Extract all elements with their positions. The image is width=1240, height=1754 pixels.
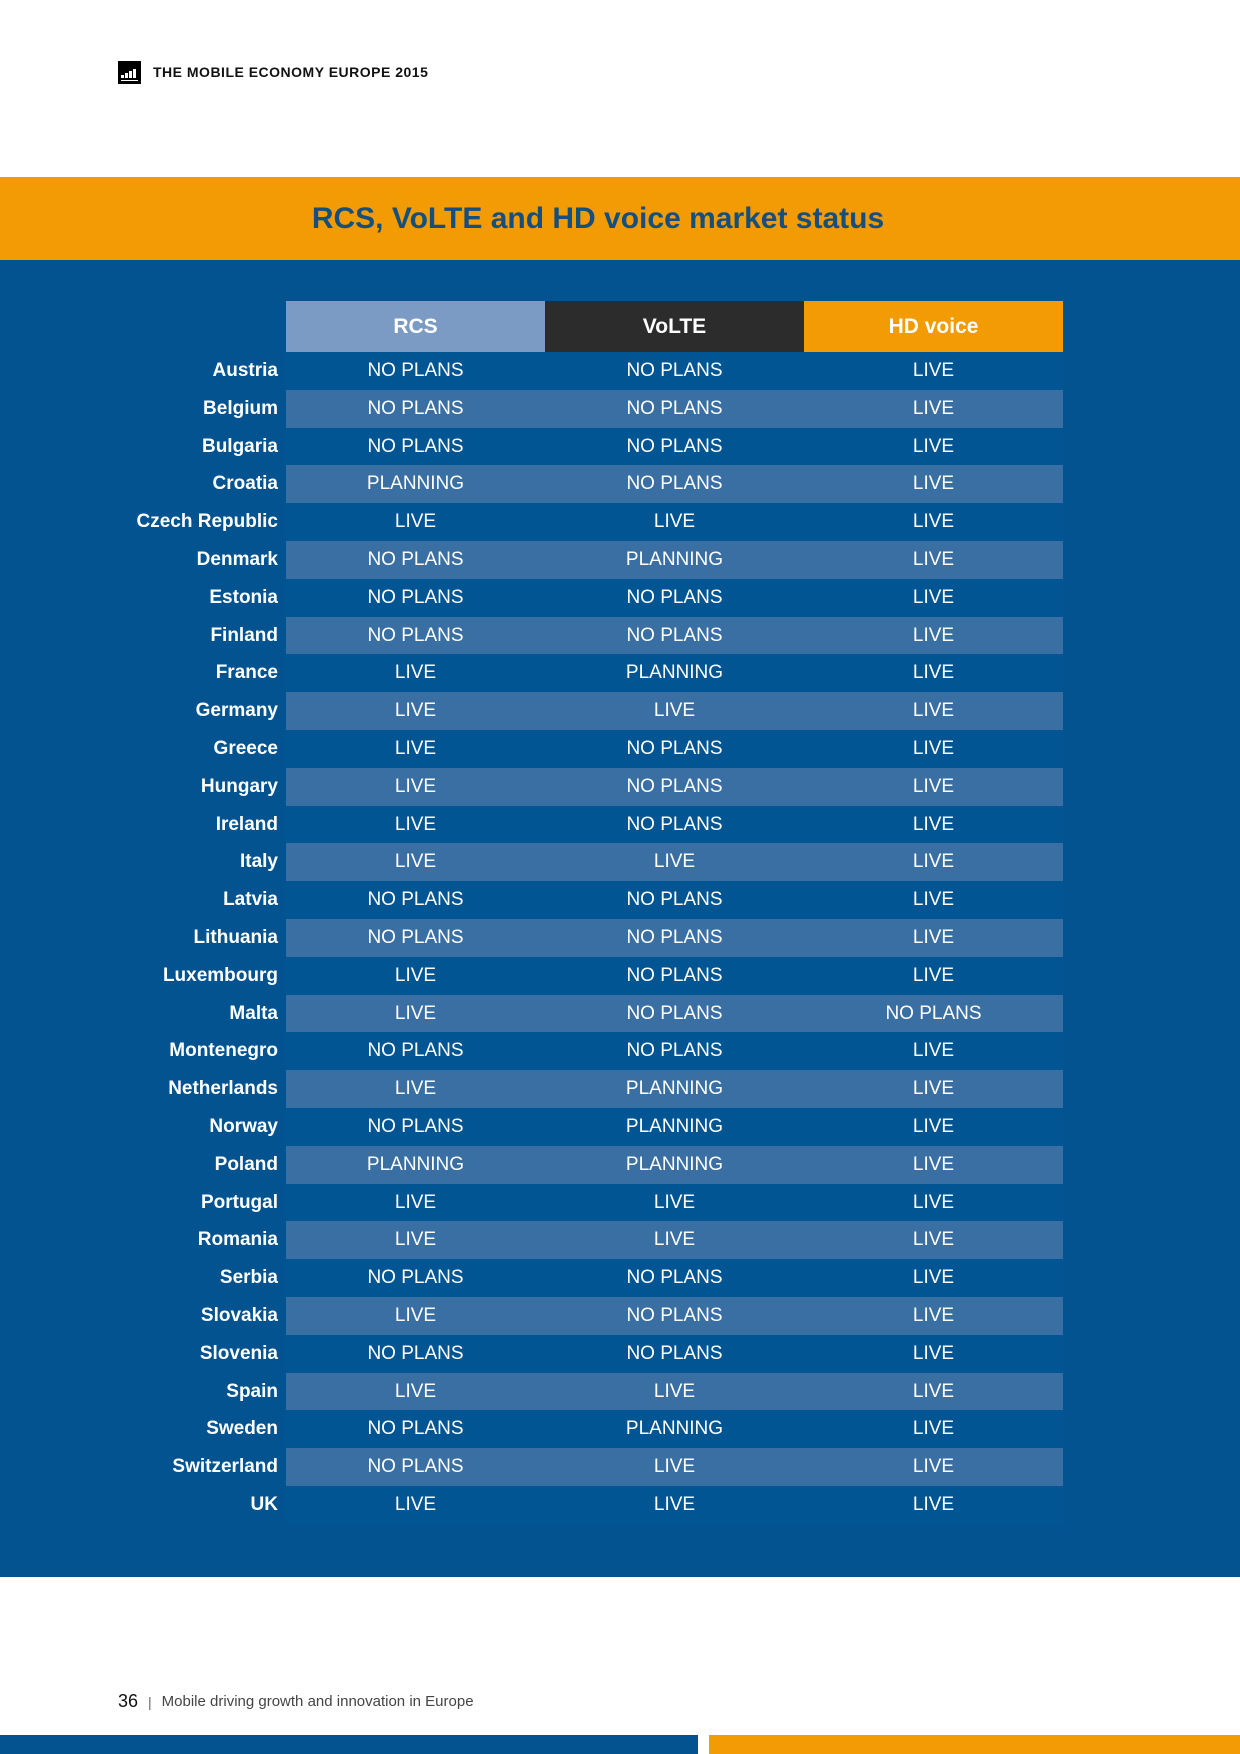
- country-label: Luxembourg: [162, 964, 278, 986]
- table-row: [0, 1184, 1064, 1222]
- country-label: Finland: [210, 624, 278, 646]
- hd-voice-status-cell: LIVE: [804, 881, 1063, 919]
- country-label: Norway: [209, 1115, 278, 1137]
- country-label: Lithuania: [193, 926, 278, 948]
- table-row: [0, 654, 1064, 692]
- country-label: Hungary: [200, 775, 278, 797]
- rcs-status-cell: NO PLANS: [286, 1259, 545, 1297]
- table-row: [0, 1335, 1064, 1373]
- column-header-rcs: RCS: [286, 301, 545, 352]
- table-row: [0, 881, 1064, 919]
- country-label: Spain: [226, 1380, 278, 1402]
- footer-bar-orange: [709, 1735, 1240, 1754]
- hd-voice-status-cell: LIVE: [804, 579, 1063, 617]
- country-label: Poland: [214, 1153, 278, 1175]
- table-row: [0, 1146, 1064, 1184]
- volte-status-cell: NO PLANS: [545, 806, 804, 844]
- rcs-status-cell: NO PLANS: [286, 541, 545, 579]
- rcs-status-cell: NO PLANS: [286, 617, 545, 655]
- column-header-volte: VoLTE: [545, 301, 804, 352]
- page-footer: [118, 1691, 474, 1712]
- country-label: Belgium: [203, 397, 278, 419]
- country-label: Denmark: [196, 548, 278, 570]
- table-row: [0, 617, 1064, 655]
- table-row: [0, 1373, 1064, 1411]
- hd-voice-status-cell: LIVE: [804, 806, 1063, 844]
- country-label: Sweden: [206, 1418, 278, 1440]
- volte-status-cell: NO PLANS: [545, 1335, 804, 1373]
- volte-status-cell: NO PLANS: [545, 428, 804, 466]
- hd-voice-status-cell: LIVE: [804, 1373, 1063, 1411]
- rcs-status-cell: NO PLANS: [286, 1448, 545, 1486]
- volte-status-cell: NO PLANS: [545, 768, 804, 806]
- hd-voice-status-cell: LIVE: [804, 503, 1063, 541]
- volte-status-cell: NO PLANS: [545, 1259, 804, 1297]
- table-body: [0, 352, 1064, 1524]
- hd-voice-status-cell: LIVE: [804, 1221, 1063, 1259]
- hd-voice-status-cell: LIVE: [804, 617, 1063, 655]
- country-label: Slovenia: [199, 1342, 278, 1364]
- volte-status-cell: PLANNING: [545, 1146, 804, 1184]
- country-label: Latvia: [223, 889, 278, 911]
- volte-status-cell: NO PLANS: [545, 957, 804, 995]
- country-label: Switzerland: [172, 1456, 278, 1478]
- volte-status-cell: NO PLANS: [545, 1032, 804, 1070]
- volte-status-cell: NO PLANS: [545, 617, 804, 655]
- volte-status-cell: LIVE: [545, 692, 804, 730]
- rcs-status-cell: NO PLANS: [286, 1032, 545, 1070]
- volte-status-cell: PLANNING: [545, 541, 804, 579]
- hd-voice-status-cell: LIVE: [804, 541, 1063, 579]
- hd-voice-status-cell: LIVE: [804, 352, 1063, 390]
- hd-voice-status-cell: LIVE: [804, 957, 1063, 995]
- hd-voice-status-cell: NO PLANS: [804, 995, 1063, 1033]
- table-row: [0, 1032, 1064, 1070]
- country-label: Germany: [195, 700, 278, 722]
- hd-voice-status-cell: LIVE: [804, 692, 1063, 730]
- gsma-logo-icon: [118, 61, 141, 84]
- volte-status-cell: NO PLANS: [545, 730, 804, 768]
- country-label: UK: [250, 1493, 278, 1515]
- table-row: [0, 1297, 1064, 1335]
- volte-status-cell: LIVE: [545, 1486, 804, 1524]
- rcs-status-cell: LIVE: [286, 806, 545, 844]
- table-row: [0, 730, 1064, 768]
- rcs-status-cell: NO PLANS: [286, 352, 545, 390]
- hd-voice-status-cell: LIVE: [804, 428, 1063, 466]
- table-row: [0, 503, 1064, 541]
- banner-title: RCS, VoLTE and HD voice market status: [311, 201, 885, 235]
- country-label: France: [215, 662, 278, 684]
- table-row: [0, 957, 1064, 995]
- rcs-status-cell: LIVE: [286, 692, 545, 730]
- country-label: Estonia: [209, 586, 278, 608]
- page-number: 36: [118, 1691, 139, 1711]
- country-label: Malta: [229, 1002, 278, 1024]
- volte-status-cell: LIVE: [545, 503, 804, 541]
- volte-status-cell: PLANNING: [545, 1108, 804, 1146]
- hd-voice-status-cell: LIVE: [804, 919, 1063, 957]
- status-table: [0, 301, 1064, 1524]
- country-label: Bulgaria: [201, 435, 278, 457]
- volte-status-cell: PLANNING: [545, 1070, 804, 1108]
- country-label: Montenegro: [169, 1040, 278, 1062]
- country-label: Portugal: [200, 1191, 278, 1213]
- rcs-status-cell: PLANNING: [286, 1146, 545, 1184]
- volte-status-cell: LIVE: [545, 1448, 804, 1486]
- country-label: Romania: [197, 1229, 278, 1251]
- table-row: [0, 1070, 1064, 1108]
- country-label: Croatia: [212, 473, 278, 495]
- page-header: [118, 60, 428, 84]
- volte-status-cell: LIVE: [545, 843, 804, 881]
- hd-voice-status-cell: LIVE: [804, 768, 1063, 806]
- hd-voice-status-cell: LIVE: [804, 1032, 1063, 1070]
- rcs-status-cell: PLANNING: [286, 465, 545, 503]
- rcs-status-cell: NO PLANS: [286, 919, 545, 957]
- volte-status-cell: NO PLANS: [545, 352, 804, 390]
- rcs-status-cell: LIVE: [286, 1070, 545, 1108]
- hd-voice-status-cell: LIVE: [804, 465, 1063, 503]
- rcs-status-cell: LIVE: [286, 843, 545, 881]
- table-row: [0, 919, 1064, 957]
- rcs-status-cell: LIVE: [286, 768, 545, 806]
- volte-status-cell: LIVE: [545, 1221, 804, 1259]
- hd-voice-status-cell: LIVE: [804, 1486, 1063, 1524]
- hd-voice-status-cell: LIVE: [804, 1108, 1063, 1146]
- rcs-status-cell: LIVE: [286, 957, 545, 995]
- table-row: [0, 541, 1064, 579]
- table-row: [0, 768, 1064, 806]
- volte-status-cell: PLANNING: [545, 1410, 804, 1448]
- table-row: [0, 1486, 1064, 1524]
- title-banner: [0, 177, 1240, 260]
- volte-status-cell: NO PLANS: [545, 465, 804, 503]
- header-title: THE MOBILE ECONOMY EUROPE 2015: [153, 64, 429, 80]
- table-row: [0, 352, 1064, 390]
- table-row: [0, 1259, 1064, 1297]
- table-row: [0, 465, 1064, 503]
- hd-voice-status-cell: LIVE: [804, 1335, 1063, 1373]
- volte-status-cell: NO PLANS: [545, 995, 804, 1033]
- hd-voice-status-cell: LIVE: [804, 1410, 1063, 1448]
- footer-separator: |: [148, 1693, 152, 1710]
- rcs-status-cell: NO PLANS: [286, 390, 545, 428]
- rcs-status-cell: NO PLANS: [286, 881, 545, 919]
- country-label: Slovakia: [200, 1304, 278, 1326]
- table-row: [0, 1221, 1064, 1259]
- volte-status-cell: NO PLANS: [545, 579, 804, 617]
- rcs-status-cell: LIVE: [286, 730, 545, 768]
- rcs-status-cell: LIVE: [286, 1221, 545, 1259]
- rcs-status-cell: NO PLANS: [286, 428, 545, 466]
- hd-voice-status-cell: LIVE: [804, 1448, 1063, 1486]
- table-row: [0, 692, 1064, 730]
- hd-voice-status-cell: LIVE: [804, 1146, 1063, 1184]
- rcs-status-cell: LIVE: [286, 995, 545, 1033]
- rcs-status-cell: NO PLANS: [286, 1335, 545, 1373]
- rcs-status-cell: LIVE: [286, 1184, 545, 1222]
- hd-voice-status-cell: LIVE: [804, 843, 1063, 881]
- column-header-hd-voice: HD voice: [804, 301, 1063, 352]
- hd-voice-status-cell: LIVE: [804, 1070, 1063, 1108]
- country-label: Austria: [212, 360, 278, 381]
- rcs-status-cell: LIVE: [286, 1486, 545, 1524]
- volte-status-cell: NO PLANS: [545, 919, 804, 957]
- table-row: [0, 579, 1064, 617]
- country-label: Italy: [239, 851, 278, 873]
- table-row: [0, 428, 1064, 466]
- table-row: [0, 1448, 1064, 1486]
- rcs-status-cell: NO PLANS: [286, 1410, 545, 1448]
- volte-status-cell: LIVE: [545, 1373, 804, 1411]
- hd-voice-status-cell: LIVE: [804, 1297, 1063, 1335]
- hd-voice-status-cell: LIVE: [804, 390, 1063, 428]
- volte-status-cell: PLANNING: [545, 654, 804, 692]
- table-row: [0, 843, 1064, 881]
- table-row: [0, 1108, 1064, 1146]
- volte-status-cell: NO PLANS: [545, 881, 804, 919]
- table-row: [0, 390, 1064, 428]
- footer-text: Mobile driving growth and innovation in Europe: [161, 1693, 474, 1710]
- table-row: [0, 806, 1064, 844]
- rcs-status-cell: NO PLANS: [286, 579, 545, 617]
- volte-status-cell: LIVE: [545, 1184, 804, 1222]
- table-row: [0, 1410, 1064, 1448]
- rcs-status-cell: LIVE: [286, 503, 545, 541]
- volte-status-cell: NO PLANS: [545, 390, 804, 428]
- rcs-status-cell: LIVE: [286, 654, 545, 692]
- volte-status-cell: NO PLANS: [545, 1297, 804, 1335]
- country-label: Greece: [213, 737, 278, 759]
- rcs-status-cell: LIVE: [286, 1297, 545, 1335]
- hd-voice-status-cell: LIVE: [804, 1259, 1063, 1297]
- country-label: Ireland: [215, 813, 278, 835]
- hd-voice-status-cell: LIVE: [804, 654, 1063, 692]
- table-header: [286, 301, 1064, 352]
- rcs-status-cell: LIVE: [286, 1373, 545, 1411]
- country-label: Serbia: [219, 1267, 278, 1289]
- country-label: Czech Republic: [136, 511, 278, 533]
- hd-voice-status-cell: LIVE: [804, 730, 1063, 768]
- hd-voice-status-cell: LIVE: [804, 1184, 1063, 1222]
- rcs-status-cell: NO PLANS: [286, 1108, 545, 1146]
- footer-bar-blue: [0, 1735, 698, 1754]
- country-label: Netherlands: [168, 1078, 278, 1100]
- table-row: [0, 995, 1064, 1033]
